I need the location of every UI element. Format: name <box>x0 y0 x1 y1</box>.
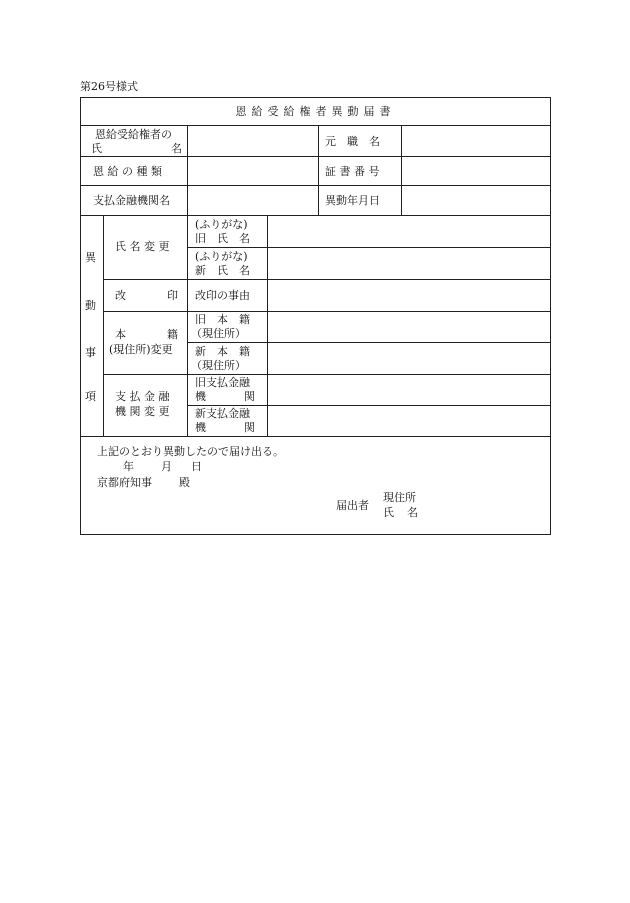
new-domicile-label-1: 新 本 籍 <box>195 345 250 358</box>
applicant-label: 届出者 <box>336 499 369 512</box>
old-name-label: 旧 氏 名 <box>195 232 250 245</box>
old-bank-label-1: 旧支払金融 <box>195 376 250 389</box>
domicile-change-label-a: 本 <box>115 328 126 341</box>
rule-header-col2 <box>318 125 319 215</box>
side-label-char-2: 動 <box>85 299 96 312</box>
old-bank-label-2a: 機 <box>195 390 206 403</box>
label-financial-institution: 支払金融機関名 <box>93 194 170 207</box>
seal-change-label-a: 改 <box>115 289 126 302</box>
new-bank-label-2b: 関 <box>244 421 255 434</box>
rule-header-col3 <box>401 125 402 215</box>
label-certificate-number: 証 書 番 号 <box>325 165 380 178</box>
rule-subitem-col <box>267 215 268 436</box>
domicile-change-label-b: 籍 <box>167 328 178 341</box>
rule-name-bottom <box>103 279 550 280</box>
form-title: 恩給受給権者異動届書 <box>235 105 396 118</box>
new-bank-label-1: 新支払金融 <box>195 407 250 420</box>
bank-change-label-1: 支 払 金 融 <box>115 390 170 403</box>
side-label-char-1: 異 <box>85 251 96 264</box>
new-bank-label-2a: 機 <box>195 421 206 434</box>
applicant-name-label-b: 名 <box>407 506 418 519</box>
rule-row3-bottom <box>81 215 550 216</box>
date-day: 日 <box>191 460 202 473</box>
new-name-label: 新 氏 名 <box>195 264 250 277</box>
rule-domicile-mid <box>187 342 550 343</box>
date-month: 月 <box>161 460 172 473</box>
label-change-date: 異動年月日 <box>325 194 380 207</box>
old-domicile-label-1: 旧 本 籍 <box>195 313 250 326</box>
pension-change-form <box>80 97 551 535</box>
label-recipient-name-1: 恩給受給権者の <box>95 128 172 141</box>
seal-change-reason: 改印の事由 <box>195 289 250 302</box>
rule-row1-bottom <box>81 156 550 157</box>
rule-side-col <box>103 215 104 436</box>
applicant-address-label: 現住所 <box>383 491 416 504</box>
rule-header-col1 <box>187 125 188 215</box>
new-name-furigana: (ふりがな) <box>195 250 248 263</box>
addressee-governor: 京都府知事 <box>97 476 152 489</box>
rule-item-col <box>187 215 188 436</box>
new-domicile-label-2: （現住所） <box>191 359 246 372</box>
old-bank-label-2b: 関 <box>244 390 255 403</box>
form-number: 第26号様式 <box>80 80 138 93</box>
old-domicile-label-2: （現住所） <box>191 327 246 340</box>
addressee-honorific: 殿 <box>179 476 190 489</box>
rule-title-bottom <box>81 125 550 126</box>
label-former-position: 元 職 名 <box>325 135 380 148</box>
bank-change-label-2: 機 関 変 更 <box>115 405 170 418</box>
rule-name-mid <box>187 247 550 248</box>
rule-section-bottom <box>81 436 550 437</box>
date-year: 年 <box>123 460 134 473</box>
rule-bank-mid <box>187 405 550 406</box>
seal-change-label-b: 印 <box>167 289 178 302</box>
applicant-name-label-a: 氏 <box>383 506 394 519</box>
label-recipient-name-2a: 氏 <box>91 142 102 155</box>
rule-seal-bottom <box>103 311 550 312</box>
label-recipient-name-2b: 名 <box>171 142 182 155</box>
old-name-furigana: (ふりがな) <box>195 218 248 231</box>
name-change-label: 氏 名 変 更 <box>115 240 170 253</box>
label-pension-type: 恩 給 の 種 類 <box>93 165 162 178</box>
rule-domicile-bottom <box>103 374 550 375</box>
rule-row2-bottom <box>81 185 550 186</box>
domicile-change-label-2: (現住所)変更 <box>109 343 173 356</box>
declaration-statement: 上記のとおり異動したので届け出る。 <box>97 445 284 458</box>
side-label-char-3: 事 <box>85 346 96 359</box>
side-label-char-4: 項 <box>85 390 96 403</box>
